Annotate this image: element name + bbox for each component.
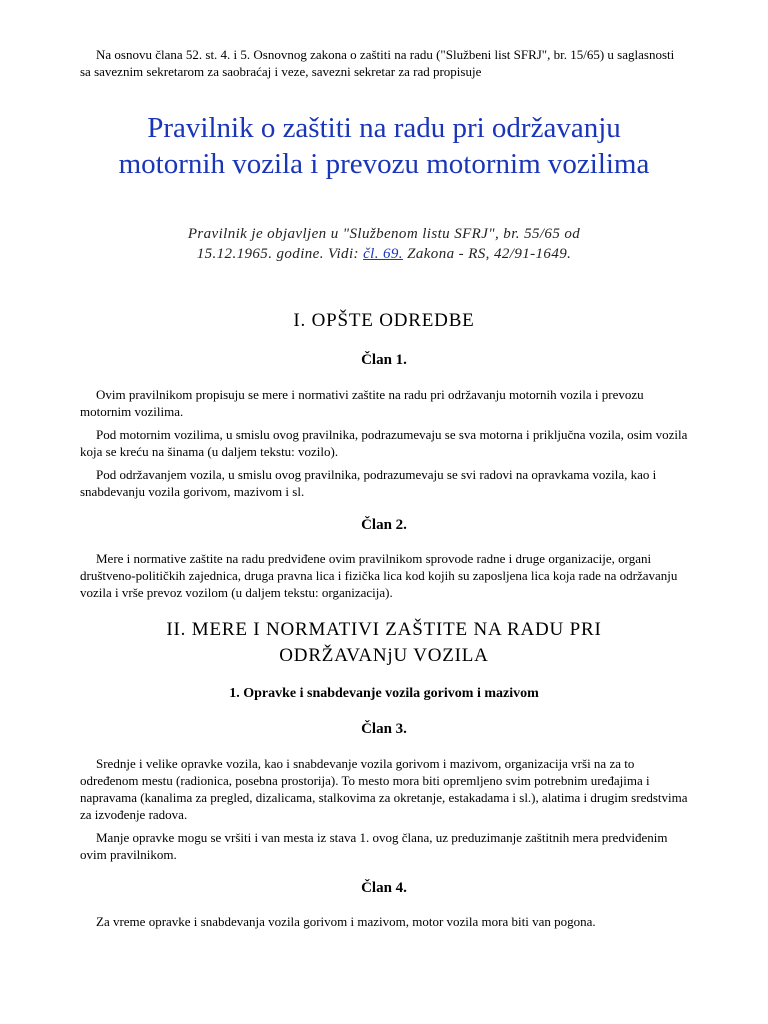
- section-2-line-1: II. MERE I NORMATIVI ZAŠTITE NA RADU PRI: [166, 619, 602, 640]
- article-heading-3: Član 3.: [361, 721, 407, 737]
- article-3-paragraph-2: Manje opravke mogu se vršiti i van mesta iz stava 1. ovog člana, uz preduzimanje zaštitnih mera predviđenim ovim pravilnikom.: [80, 830, 668, 862]
- article-3-paragraph-1: Srednje i velike opravke vozila, kao i snabdevanje vozila gorivom i mazivom, organizacija vrši na za to određenom mestu (radionica, posebna prostorija). To mesto mora biti opremljeno svim potrebnim uređajima i napravama (kanalima za pregled, dizalicama, stalkovima za okretanje, estakadama i sl.), alatima i drugim sredstvima za izvođenje radova.: [80, 756, 688, 822]
- article-4-paragraph-1: Za vreme opravke i snabdevanja vozila gorivom i mazivom, motor vozila mora biti van pogona.: [96, 914, 596, 929]
- article-1-paragraph-1: Ovim pravilnikom propisuju se mere i normativi zaštite na radu pri održavanju motornih vozila i prevozu motornim vozilima.: [80, 387, 644, 419]
- publication-note-line-1: Pravilnik je objavljen u "Službenom listu SFRJ", br. 55/65 od: [187, 226, 581, 242]
- article-heading-1: Član 1.: [361, 352, 407, 368]
- section-2-line-2: ODRŽAVANjU VOZILA: [279, 645, 489, 666]
- publication-note-prefix: 15.12.1965. godine. Vidi:: [196, 246, 364, 262]
- title-line-2: motornih vozila i prevozu motornim vozilima: [118, 148, 650, 180]
- article-69-link[interactable]: čl. 69.: [363, 246, 403, 262]
- publication-note-suffix: Zakona - RS, 42/91-1649.: [402, 246, 572, 262]
- article-1-paragraph-3: Pod održavanjem vozila, u smislu ovog pravilnika, podrazumevaju se svi radovi na opravkama vozila, kao i snabdevanju vozila gorivom, mazivom i sl.: [80, 467, 657, 499]
- article-heading-2: Član 2.: [361, 517, 407, 533]
- title-line-1: Pravilnik o zaštiti na radu pri održavanju: [147, 112, 621, 144]
- article-heading-4: Član 4.: [361, 880, 407, 896]
- publication-note: [0, 224, 768, 264]
- subsection-heading-repairs: 1. Opravke i snabdevanje vozila gorivom i mazivom: [229, 686, 539, 701]
- section-heading-measures: [0, 617, 768, 669]
- article-1-paragraph-2: Pod motornim vozilima, u smislu ovog pravilnika, podrazumevaju se sva motorna i priključna vozila, osim vozila koja se kreću na šinama (u daljem tekstu: vozilo).: [80, 427, 688, 459]
- document-title: [0, 110, 768, 182]
- section-heading-general: I. OPŠTE ODREDBE: [293, 310, 475, 331]
- article-2-paragraph-1: Mere i normative zaštite na radu predviđene ovim pravilnikom sprovode radne i druge organizacije, organi društveno-političkih zajednica, druga pravna lica i fizička lica kod kojih su zaposljena lica koja rade na održavanju vozila i vrše prevoz vozilom (u daljem tekstu: organizacija).: [80, 551, 678, 600]
- intro-paragraph: Na osnovu člana 52. st. 4. i 5. Osnovnog zakona o zaštiti na radu ("Službeni list SFRJ", br. 15/65) u saglasnosti sa saveznim sekretarom za saobraćaj i veze, savezni sekretar za rad propisuje: [80, 47, 675, 79]
